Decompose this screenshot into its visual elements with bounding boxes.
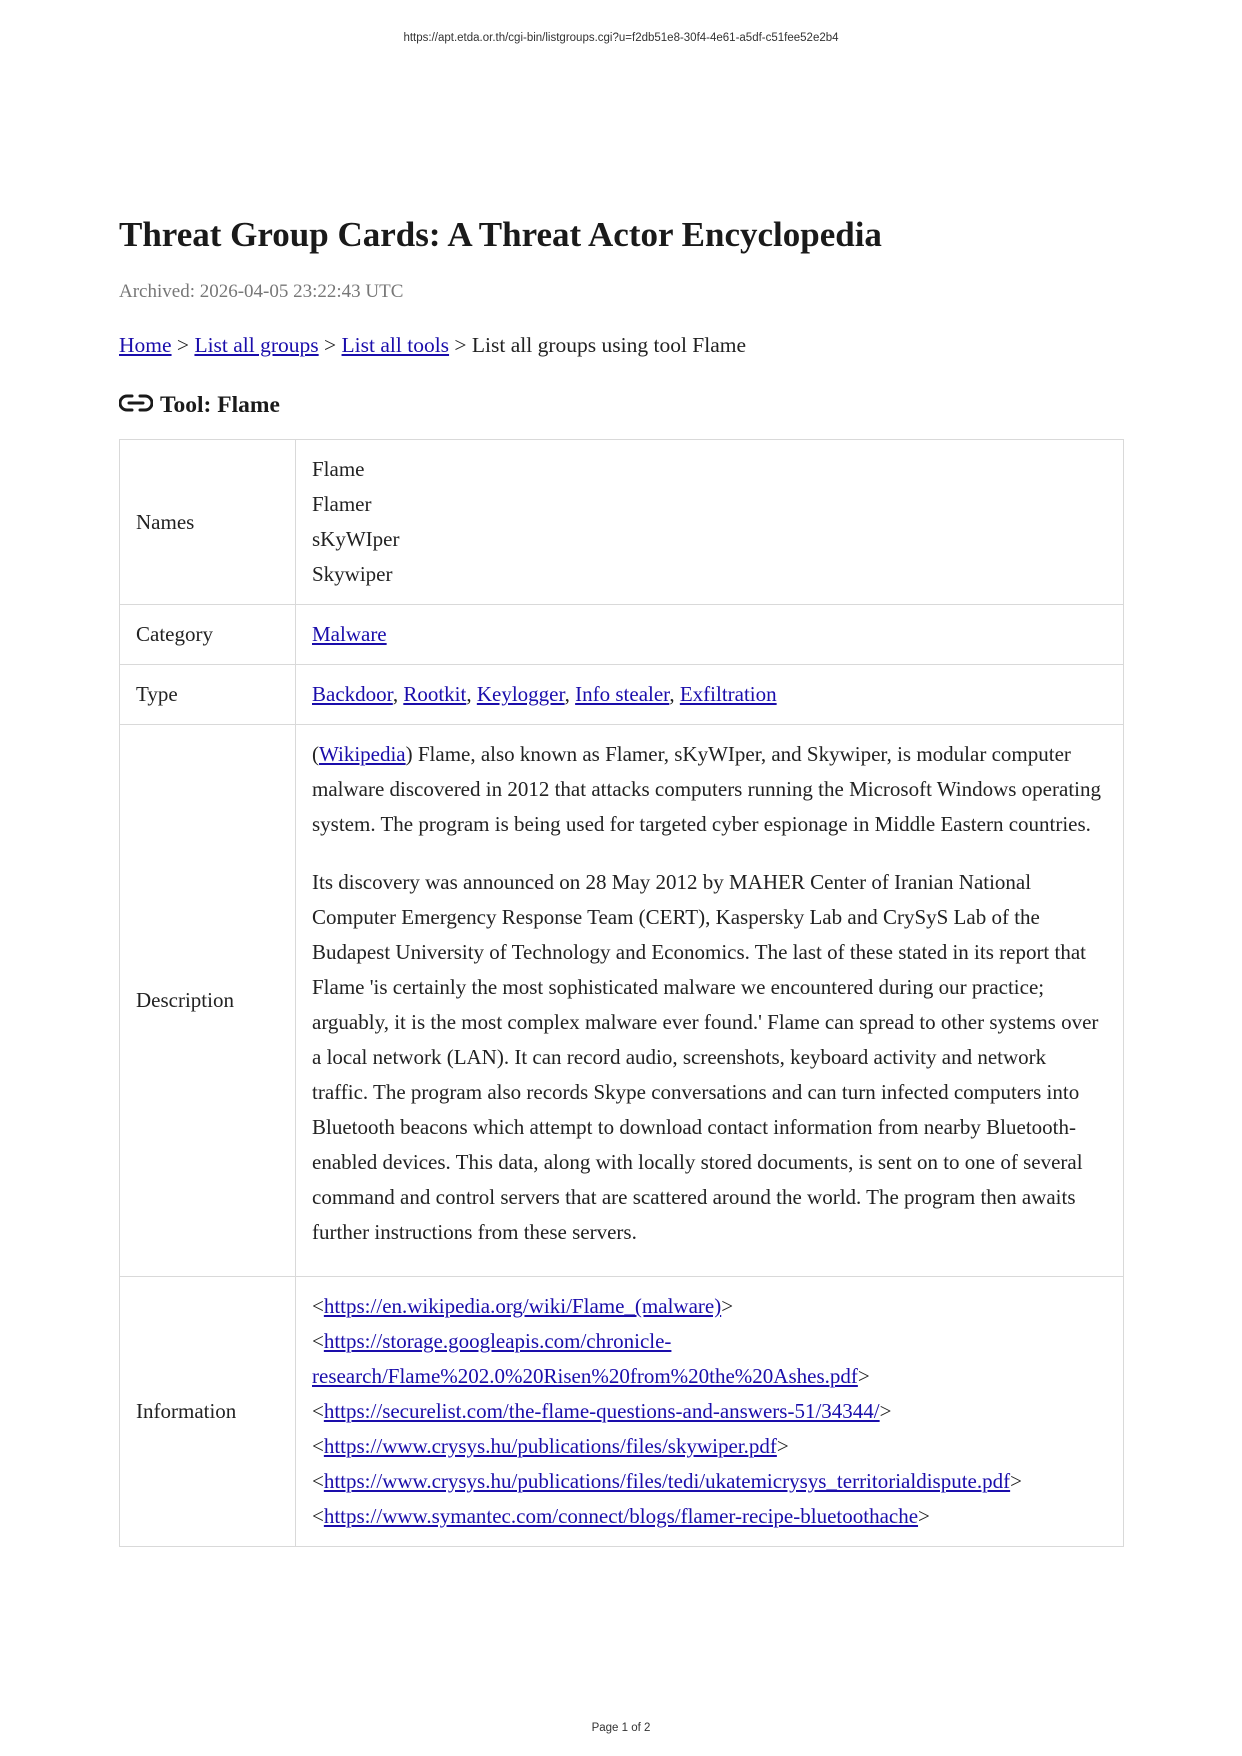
type-link-info-stealer[interactable]: Info stealer xyxy=(575,682,670,706)
name-item: Flamer xyxy=(312,492,372,516)
info-reference xyxy=(312,1429,1105,1464)
breadcrumb-groups-link[interactable]: List all groups xyxy=(194,333,319,357)
info-reference xyxy=(312,1499,1105,1534)
info-link[interactable]: https://www.symantec.com/connect/blogs/flamer-recipe-bluetoothache xyxy=(323,1504,919,1528)
info-link[interactable]: https://www.crysys.hu/publications/files/skywiper.pdf xyxy=(323,1434,777,1458)
names-label: Names xyxy=(120,440,296,605)
angle-open: < xyxy=(312,1434,324,1458)
names-value xyxy=(296,440,1124,605)
information-label: Information xyxy=(120,1277,296,1547)
category-link[interactable]: Malware xyxy=(312,622,387,646)
page-number: Page 1 of 2 xyxy=(591,1722,651,1734)
breadcrumb xyxy=(119,333,1124,358)
angle-open: < xyxy=(312,1399,324,1423)
breadcrumb-home-link[interactable]: Home xyxy=(119,333,172,357)
info-reference xyxy=(312,1324,1105,1394)
breadcrumb-separator: > xyxy=(171,333,195,357)
page-title: Threat Group Cards: A Threat Actor Encyclopedia xyxy=(119,215,882,254)
angle-open: < xyxy=(312,1469,324,1493)
type-link-rootkit[interactable]: Rootkit xyxy=(403,682,467,706)
archived-timestamp: Archived: 2026-04-05 23:22:43 UTC xyxy=(119,281,404,302)
angle-close: > xyxy=(1010,1469,1022,1493)
print-header-url: https://apt.etda.or.th/cgi-bin/listgroups.cgi?u=f2db51e8-30f4-4e61-a5df-c51fee52e2b4 xyxy=(403,32,839,44)
info-reference xyxy=(312,1464,1105,1499)
name-item: Flame xyxy=(312,457,365,481)
name-item: Skywiper xyxy=(312,562,393,586)
angle-close: > xyxy=(857,1364,870,1388)
table-row-information xyxy=(120,1277,1124,1547)
breadcrumb-separator: > xyxy=(318,333,342,357)
main-content xyxy=(119,213,1124,1547)
table-row-names xyxy=(120,440,1124,605)
type-separator: , xyxy=(669,682,680,706)
table-row-category xyxy=(120,605,1124,665)
table-row-description xyxy=(120,725,1124,1277)
angle-close: > xyxy=(721,1294,734,1318)
description-paragraph xyxy=(312,737,1105,842)
tool-heading-text: Tool: Flame xyxy=(160,392,280,418)
type-link-backdoor[interactable]: Backdoor xyxy=(312,682,393,706)
description-value xyxy=(296,725,1124,1277)
type-link-exfiltration[interactable]: Exfiltration xyxy=(679,682,777,706)
name-item: sKyWIper xyxy=(312,527,400,551)
angle-open: < xyxy=(312,1329,324,1353)
info-link[interactable]: https://en.wikipedia.org/wiki/Flame_(malware) xyxy=(323,1294,722,1318)
breadcrumb-current: > List all groups using tool Flame xyxy=(449,333,747,357)
description-label: Description xyxy=(120,725,296,1277)
info-link[interactable]: https://storage.googleapis.com/chronicle-research/Flame%202.0%20Risen%20from%20the%20Ashes.pdf xyxy=(312,1329,858,1388)
angle-close: > xyxy=(879,1399,892,1423)
tool-card-table xyxy=(119,439,1124,1547)
description-text: ) Flame, also known as Flamer, sKyWIper, and Skywiper, is modular computer malware discovered in 2012 that attacks computers running the Microsoft Windows operating system. The program is being used for targeted cyber espionage in Middle Eastern countries. xyxy=(312,742,1101,836)
angle-open: < xyxy=(312,1504,324,1528)
description-paragraph: Its discovery was announced on 28 May 2012 by MAHER Center of Iranian National Computer Emergency Response Team (CERT), Kaspersky Lab and CrySyS Lab of the Budapest University of Technology and Economics. The last of these stated in its report that Flame 'is certainly the most sophisticated malware we encountered during our practice; arguably, it is the most complex malware ever found.' Flame can spread to other systems over a local network (LAN). It can record audio, screenshots, keyboard activity and network traffic. The program also records Skype conversations and can turn infected computers into Bluetooth beacons which attempt to download contact information from nearby Bluetooth-enabled devices. This data, along with locally stored documents, is sent on to one of several command and control servers that are scattered around the world. The program then awaits further instructions from these servers. xyxy=(312,870,1099,1244)
type-link-keylogger[interactable]: Keylogger xyxy=(476,682,565,706)
angle-close: > xyxy=(776,1434,789,1458)
table-row-type xyxy=(120,665,1124,725)
link-icon[interactable] xyxy=(119,393,153,413)
paren-open: ( xyxy=(312,742,319,766)
info-reference xyxy=(312,1394,1105,1429)
type-separator: , xyxy=(466,682,477,706)
angle-close: > xyxy=(918,1504,930,1528)
tool-heading xyxy=(119,392,1124,419)
information-value xyxy=(296,1277,1124,1547)
info-link[interactable]: https://securelist.com/the-flame-questions-and-answers-51/34344/ xyxy=(323,1399,880,1423)
category-label: Category xyxy=(120,605,296,665)
wikipedia-link[interactable]: Wikipedia xyxy=(319,742,406,766)
type-label: Type xyxy=(120,665,296,725)
info-link[interactable]: https://www.crysys.hu/publications/files/tedi/ukatemicrysys_territorialdispute.pdf xyxy=(323,1469,1011,1493)
info-reference xyxy=(312,1289,1105,1324)
category-value xyxy=(296,605,1124,665)
type-value xyxy=(296,665,1124,725)
type-separator: , xyxy=(564,682,576,706)
angle-open: < xyxy=(312,1294,324,1318)
type-separator: , xyxy=(392,682,404,706)
breadcrumb-tools-link[interactable]: List all tools xyxy=(341,333,450,357)
